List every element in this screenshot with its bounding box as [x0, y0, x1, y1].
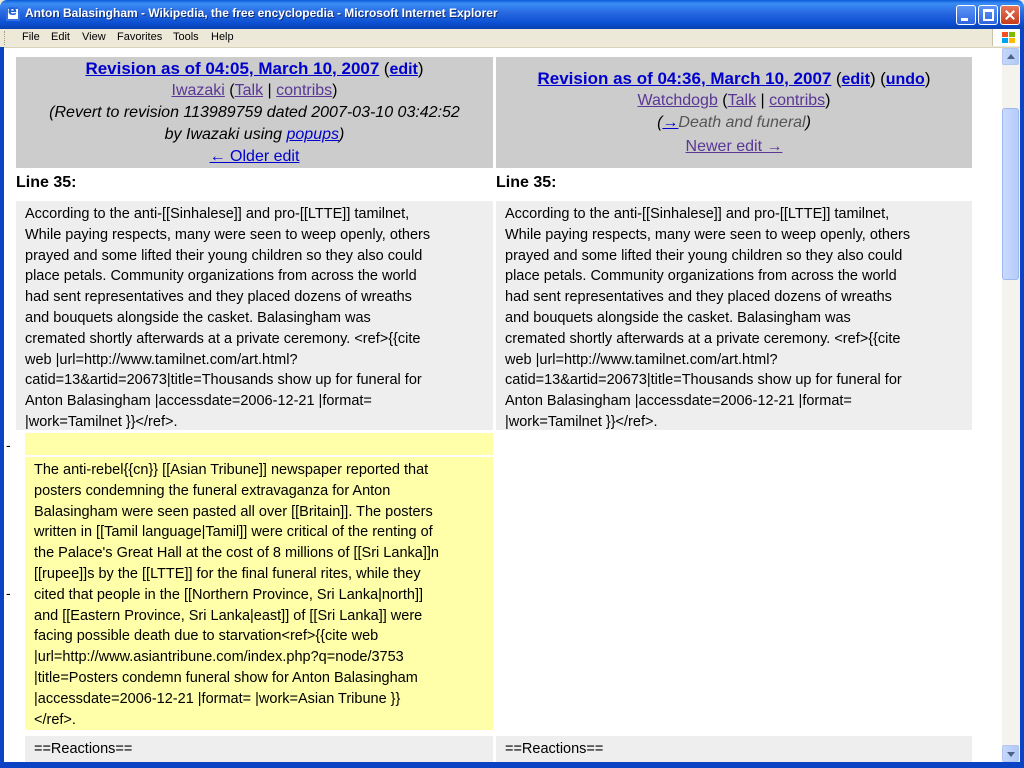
deleted-line: |accessdate=2006-12-21 |format= |work=Asian Tribune }}	[34, 690, 401, 707]
close-button[interactable]	[1000, 5, 1020, 25]
context-reactions-old	[25, 736, 493, 762]
minus-marker: -	[6, 437, 11, 453]
line-number-old: Line 35:	[16, 174, 77, 191]
context-line: and bouquets alongside the casket. Balasingham was	[25, 309, 371, 326]
deleted-line: |title=Posters condemn funeral show for Anton Balasingham	[34, 669, 418, 686]
maximize-button[interactable]	[978, 5, 998, 25]
context-line: web |url=http://www.tamilnet.com/art.html?	[505, 351, 778, 368]
page-content	[4, 48, 1002, 762]
windows-logo-icon	[992, 29, 1021, 46]
deleted-line: cited that people in the [[Northern Province, Sri Lanka|north]]	[34, 586, 424, 603]
deleted-line: and [[Eastern Province, Sri Lanka|east]] of [[Sri Lanka]] were	[34, 607, 423, 624]
new-contribs-link[interactable]: contribs	[769, 92, 826, 109]
toolbar-grip	[4, 31, 8, 45]
deleted-line: |url=http://www.asiantribune.com/index.php?q=node/3753	[34, 649, 404, 666]
context-line: place petals. Community organizations from across the world	[505, 268, 897, 285]
deleted-line: written in [[Tamil language|Tamil]] were critical of the renting of	[34, 524, 433, 541]
popups-link[interactable]: popups	[286, 126, 339, 143]
menu-view[interactable]: View	[82, 31, 106, 43]
context-block-old	[16, 201, 493, 430]
scroll-thumb[interactable]	[1002, 108, 1019, 280]
old-edit-summary: (Revert to revision 113989759 dated 2007-03-10 03:42:52	[49, 104, 460, 121]
newer-edit-link[interactable]: Newer edit →	[685, 138, 783, 155]
menu-file[interactable]: File	[22, 31, 40, 43]
section-arrow-link[interactable]: →	[662, 114, 679, 131]
menu-help[interactable]: Help	[211, 31, 234, 43]
new-user-link[interactable]: Watchdogb	[637, 92, 718, 109]
context-line: While paying respects, many were seen to weep openly, others	[25, 226, 431, 243]
context-line: had sent representatives and they placed dozens of wreaths	[505, 289, 892, 306]
context-line: prayed and some lifted their young children so they also could	[25, 247, 423, 264]
scroll-up-button[interactable]	[1002, 48, 1019, 65]
new-edit-summary: Death and funeral	[678, 114, 806, 131]
old-edit-link[interactable]: edit	[389, 61, 418, 78]
old-edit-summary-cont: by Iwazaki using	[164, 126, 287, 143]
deleted-line: </ref>.	[34, 711, 76, 728]
deleted-line: [[rupee]]s by the [[LTTE]] for the final funeral rites, while they	[34, 565, 421, 582]
context-line: cremated shortly afterwards at a private ceremony. <ref>{{cite	[505, 330, 901, 347]
minus-marker: -	[6, 585, 11, 601]
context-line: had sent representatives and they placed dozens of wreaths	[25, 289, 412, 306]
paren-open: (	[880, 69, 886, 88]
context-line: |work=Tamilnet }}</ref>.	[25, 413, 178, 430]
deleted-line: Balasingham were seen pasted all over [[Britain]]. The posters	[34, 503, 433, 520]
window-frame-bottom	[0, 762, 1024, 768]
old-revision-link[interactable]: Revision as of 04:05, March 10, 2007	[85, 59, 380, 78]
diff-header-new: Revision as of 04:36, March 10, 2007 (edit) (undo) Watchdogb (Talk | contribs) (→Death and funeral) Newer edit →	[496, 57, 972, 168]
line-number-new: Line 35:	[496, 174, 557, 191]
older-edit-link[interactable]: ← Older edit	[209, 148, 300, 165]
old-talk-link[interactable]: Talk	[234, 82, 264, 99]
paren-open: (	[383, 59, 390, 78]
deleted-paragraph	[25, 457, 493, 730]
new-revision-link[interactable]: Revision as of 04:36, March 10, 2007	[537, 69, 832, 88]
menu-favorites[interactable]: Favorites	[117, 31, 163, 43]
old-contribs-link[interactable]: contribs	[276, 82, 333, 99]
context-line: web |url=http://www.tamilnet.com/art.html?	[25, 351, 298, 368]
context-line: Anton Balasingham |accessdate=2006-12-21 |format=	[505, 393, 852, 410]
window-frame-right	[1020, 29, 1024, 768]
menu-edit[interactable]: Edit	[51, 31, 70, 43]
internet-explorer-icon	[6, 7, 20, 21]
context-line: Anton Balasingham |accessdate=2006-12-21 |format=	[25, 393, 372, 410]
minimize-button[interactable]	[956, 5, 976, 25]
vertical-scrollbar[interactable]	[1002, 48, 1020, 762]
deleted-line: The anti-rebel{{cn}} [[Asian Tribune]] newspaper reported that	[34, 462, 429, 478]
menu-bar	[0, 29, 1024, 48]
context-line: cremated shortly afterwards at a private ceremony. <ref>{{cite	[25, 330, 421, 347]
deleted-line: posters condemning the funeral extravaganza for Anton	[34, 482, 391, 499]
paren-close: )	[869, 69, 876, 88]
new-edit-link[interactable]: edit	[841, 71, 870, 88]
context-line: catid=13&artid=20673|title=Thousands show up for funeral for	[505, 372, 902, 389]
old-edit-summary-end: )	[339, 126, 345, 143]
context-line: prayed and some lifted their young children so they also could	[505, 247, 903, 264]
paren-open: (	[835, 69, 842, 88]
context-reactions-new	[496, 736, 972, 762]
context-line: ==Reactions==	[34, 741, 133, 757]
deleted-line: the Palace's Great Hall at the cost of 8 millions of [[Sri Lanka]]n	[34, 545, 439, 562]
deleted-line: facing possible death due to starvation<ref>{{cite web	[34, 628, 379, 645]
context-block-new	[496, 201, 972, 430]
context-line: and bouquets alongside the casket. Balasingham was	[505, 309, 851, 326]
scroll-down-button[interactable]	[1002, 745, 1019, 762]
undo-link[interactable]: undo	[885, 71, 925, 88]
context-line: place petals. Community organizations from across the world	[25, 268, 417, 285]
context-line: catid=13&artid=20673|title=Thousands show up for funeral for	[25, 372, 422, 389]
context-line: According to the anti-[[Sinhalese]] and pro-[[LTTE]] tamilnet,	[505, 206, 890, 222]
paren-close: )	[417, 59, 424, 78]
title-bar	[0, 0, 1024, 29]
window-title: Anton Balasingham - Wikipedia, the free encyclopedia - Microsoft Internet Explorer	[25, 6, 498, 20]
context-line: While paying respects, many were seen to weep openly, others	[505, 226, 911, 243]
context-line: According to the anti-[[Sinhalese]] and pro-[[LTTE]] tamilnet,	[25, 206, 410, 222]
old-user-link[interactable]: Iwazaki	[171, 82, 225, 99]
new-talk-link[interactable]: Talk	[727, 92, 757, 109]
menu-tools[interactable]: Tools	[173, 31, 199, 43]
diff-header-old: Revision as of 04:05, March 10, 2007 (edit) Iwazaki (Talk | contribs) (Revert to revision 113989759 dated 2007-03-10 03:42:52 by Iwazaki using popups) ← Older edit	[16, 57, 493, 168]
context-line: |work=Tamilnet }}</ref>.	[505, 413, 658, 430]
context-line: ==Reactions==	[505, 741, 604, 757]
paren-close: )	[924, 69, 931, 88]
deleted-empty-line	[25, 433, 493, 455]
